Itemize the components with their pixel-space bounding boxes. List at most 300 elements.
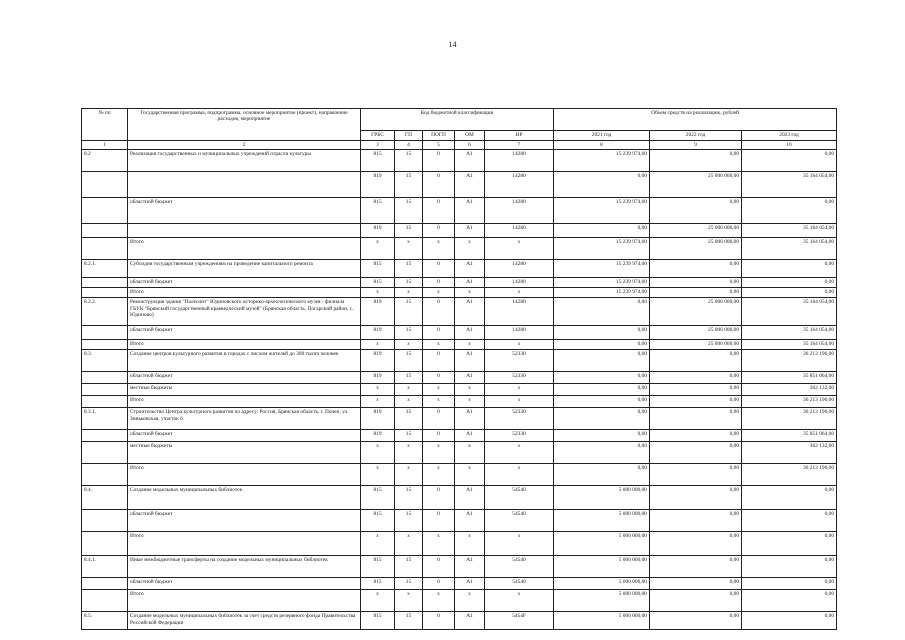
col-number: 9 — [650, 141, 742, 150]
cell-pogp: x — [423, 532, 455, 556]
cell-om: x — [455, 532, 485, 556]
cell-om: x — [455, 340, 485, 350]
cell-2023: 0,00 — [742, 278, 837, 288]
cell-2021: 15 239 974,00 — [554, 238, 650, 260]
row-name: областной бюджет — [128, 510, 361, 532]
header-2022: 2022 год — [650, 131, 742, 141]
cell-gp: x — [395, 532, 423, 556]
row-name: Создание модельных муниципальных библиотек — [128, 486, 361, 510]
cell-pogp: 0 — [423, 326, 455, 340]
row-name: Итого — [128, 340, 361, 350]
cell-2023: 35 164 054,00 — [742, 238, 837, 260]
cell-2023: 0,00 — [742, 612, 837, 630]
cell-2022: 25 000 000,00 — [650, 172, 742, 198]
cell-nr: 14280 — [485, 150, 554, 172]
cell-2021: 5 000 000,00 — [554, 486, 650, 510]
cell-2022: 0,00 — [650, 532, 742, 556]
row-num — [82, 172, 128, 198]
cell-om: A1 — [455, 372, 485, 384]
cell-2022: 0,00 — [650, 408, 742, 430]
cell-gp: x — [395, 288, 423, 298]
cell-grbs: 819 — [361, 298, 395, 326]
table-row — [82, 430, 837, 442]
cell-2023: 0,00 — [742, 578, 837, 590]
cell-grbs: 815 — [361, 510, 395, 532]
header-num: № пп — [82, 109, 128, 141]
table-row — [82, 260, 837, 278]
header-om: ОМ — [455, 131, 485, 141]
cell-gp: 15 — [395, 556, 423, 578]
row-name: Итого — [128, 288, 361, 298]
cell-gp: x — [395, 396, 423, 408]
cell-grbs: x — [361, 288, 395, 298]
cell-2022: 0,00 — [650, 556, 742, 578]
row-name: Итого — [128, 464, 361, 486]
cell-om: A1 — [455, 350, 485, 372]
row-name — [128, 224, 361, 238]
row-num: 8.5. — [82, 612, 128, 630]
cell-gp: 15 — [395, 298, 423, 326]
cell-2022: 0,00 — [650, 590, 742, 612]
row-name: областной бюджет — [128, 198, 361, 224]
row-name: Итого — [128, 396, 361, 408]
cell-gp: 15 — [395, 224, 423, 238]
cell-om: x — [455, 396, 485, 408]
cell-gp: 15 — [395, 612, 423, 630]
cell-gp: x — [395, 340, 423, 350]
cell-2022: 0,00 — [650, 442, 742, 464]
cell-nr: 54540 — [485, 510, 554, 532]
row-num: 8.2.2. — [82, 298, 128, 326]
cell-2021: 5 000 000,00 — [554, 556, 650, 578]
cell-pogp: 0 — [423, 298, 455, 326]
cell-gp: x — [395, 238, 423, 260]
table-row — [82, 486, 837, 510]
cell-gp: 15 — [395, 430, 423, 442]
cell-grbs: 819 — [361, 326, 395, 340]
cell-nr: 52330 — [485, 372, 554, 384]
cell-2022: 0,00 — [650, 278, 742, 288]
header-2023: 2023 год — [742, 131, 837, 141]
cell-gp: 15 — [395, 278, 423, 288]
header-name: Государственная программа, подпрограмма, основное мероприятие (проект), направление расходов, мероприятие — [128, 109, 361, 141]
cell-grbs: 815 — [361, 260, 395, 278]
cell-om: A1 — [455, 510, 485, 532]
cell-nr: x — [485, 532, 554, 556]
cell-nr: x — [485, 340, 554, 350]
cell-om: A1 — [455, 298, 485, 326]
cell-gp: x — [395, 442, 423, 464]
cell-2022: 25 000 000,00 — [650, 224, 742, 238]
cell-2022: 0,00 — [650, 396, 742, 408]
cell-nr: x — [485, 464, 554, 486]
row-name — [128, 172, 361, 198]
col-number: 8 — [554, 141, 650, 150]
cell-pogp: 0 — [423, 430, 455, 442]
cell-2023: 36 213 196,00 — [742, 350, 837, 372]
cell-2022: 0,00 — [650, 198, 742, 224]
header-funds-group: Объем средств на реализацию, рублей — [554, 109, 837, 131]
cell-2022: 0,00 — [650, 612, 742, 630]
cell-gp: 15 — [395, 260, 423, 278]
cell-2021: 0,00 — [554, 172, 650, 198]
row-name: областной бюджет — [128, 278, 361, 288]
cell-pogp: x — [423, 340, 455, 350]
table-row — [82, 288, 837, 298]
cell-grbs: 815 — [361, 278, 395, 288]
cell-om: A1 — [455, 150, 485, 172]
cell-om: x — [455, 288, 485, 298]
table-row — [82, 396, 837, 408]
cell-grbs: 815 — [361, 198, 395, 224]
table-row — [82, 464, 837, 486]
cell-2023: 0,00 — [742, 532, 837, 556]
col-number: 7 — [485, 141, 554, 150]
table-row — [82, 340, 837, 350]
table-row — [82, 238, 837, 260]
cell-2022: 25 000 000,00 — [650, 298, 742, 326]
cell-2021: 15 239 974,00 — [554, 278, 650, 288]
header-grbs: ГРБС — [361, 131, 395, 141]
cell-pogp: x — [423, 464, 455, 486]
cell-pogp: 0 — [423, 150, 455, 172]
cell-2022: 0,00 — [650, 288, 742, 298]
table-body — [82, 150, 837, 630]
cell-grbs: x — [361, 464, 395, 486]
cell-2023: 36 213 196,00 — [742, 396, 837, 408]
cell-nr: 14280 — [485, 326, 554, 340]
cell-2021: 0,00 — [554, 350, 650, 372]
cell-2023: 0,00 — [742, 590, 837, 612]
cell-2021: 15 239 974,00 — [554, 198, 650, 224]
cell-nr: x — [485, 288, 554, 298]
cell-nr: 54540 — [485, 578, 554, 590]
cell-pogp: 0 — [423, 224, 455, 238]
table-row — [82, 150, 837, 172]
table-row — [82, 532, 837, 556]
cell-grbs: 815 — [361, 150, 395, 172]
header-gp: ГП — [395, 131, 423, 141]
cell-om: x — [455, 442, 485, 464]
cell-om: x — [455, 590, 485, 612]
cell-2023: 0,00 — [742, 198, 837, 224]
cell-grbs: 819 — [361, 224, 395, 238]
cell-2022: 0,00 — [650, 260, 742, 278]
table-row — [82, 372, 837, 384]
cell-grbs: x — [361, 396, 395, 408]
cell-grbs: 815 — [361, 486, 395, 510]
row-name: областной бюджет — [128, 430, 361, 442]
cell-2023: 0,00 — [742, 510, 837, 532]
cell-pogp: x — [423, 288, 455, 298]
row-num — [82, 384, 128, 396]
cell-2021: 0,00 — [554, 384, 650, 396]
table-row — [82, 612, 837, 630]
cell-gp: 15 — [395, 486, 423, 510]
row-num — [82, 442, 128, 464]
cell-pogp: 0 — [423, 350, 455, 372]
cell-grbs: x — [361, 532, 395, 556]
cell-om: A1 — [455, 556, 485, 578]
cell-nr: 52330 — [485, 408, 554, 430]
cell-2022: 0,00 — [650, 510, 742, 532]
row-name: Создание модельных муниципальных библиотек за счет средств резервного фонда Правительства Российской Федерации — [128, 612, 361, 630]
col-number: 2 — [128, 141, 361, 150]
table-row — [82, 172, 837, 198]
row-name: Итого — [128, 238, 361, 260]
cell-2021: 15 239 974,00 — [554, 288, 650, 298]
budget-table — [81, 108, 837, 630]
row-num — [82, 532, 128, 556]
cell-2022: 0,00 — [650, 486, 742, 510]
cell-2022: 0,00 — [650, 430, 742, 442]
cell-gp: x — [395, 590, 423, 612]
page-number: 14 — [448, 40, 457, 49]
row-num: 8.3.1. — [82, 408, 128, 430]
cell-2023: 0,00 — [742, 260, 837, 278]
cell-om: A1 — [455, 578, 485, 590]
col-number: 4 — [395, 141, 423, 150]
cell-2021: 15 239 974,00 — [554, 150, 650, 172]
cell-2022: 0,00 — [650, 464, 742, 486]
cell-grbs: 819 — [361, 350, 395, 372]
table-row — [82, 298, 837, 326]
cell-grbs: x — [361, 238, 395, 260]
cell-om: x — [455, 238, 485, 260]
row-name: Реализация государственных и муниципальных учреждений отрасли культуры — [128, 150, 361, 172]
cell-pogp: x — [423, 384, 455, 396]
cell-pogp: x — [423, 590, 455, 612]
cell-pogp: x — [423, 442, 455, 464]
row-num — [82, 198, 128, 224]
cell-pogp: 0 — [423, 612, 455, 630]
cell-2021: 5 000 000,00 — [554, 578, 650, 590]
row-name: Иные межбюджетные трансферты на создание модельных муниципальных библиотек — [128, 556, 361, 578]
cell-2021: 0,00 — [554, 464, 650, 486]
row-num — [82, 372, 128, 384]
header-pogp: ПОГП — [423, 131, 455, 141]
cell-nr: 14280 — [485, 298, 554, 326]
cell-2023: 35 851 064,00 — [742, 430, 837, 442]
col-number: 5 — [423, 141, 455, 150]
cell-pogp: 0 — [423, 260, 455, 278]
row-num — [82, 326, 128, 340]
cell-2021: 0,00 — [554, 408, 650, 430]
cell-gp: 15 — [395, 350, 423, 372]
cell-om: A1 — [455, 326, 485, 340]
table-row — [82, 510, 837, 532]
cell-grbs: x — [361, 340, 395, 350]
cell-grbs: 819 — [361, 408, 395, 430]
cell-om: A1 — [455, 224, 485, 238]
cell-2023: 35 164 054,00 — [742, 172, 837, 198]
row-num — [82, 430, 128, 442]
col-number: 6 — [455, 141, 485, 150]
cell-2023: 36 213 196,00 — [742, 408, 837, 430]
row-name: областной бюджет — [128, 326, 361, 340]
cell-gp: 15 — [395, 408, 423, 430]
header-nr: НР — [485, 131, 554, 141]
cell-2022: 25 000 000,00 — [650, 326, 742, 340]
row-num: 8.3. — [82, 350, 128, 372]
cell-pogp: 0 — [423, 578, 455, 590]
cell-grbs: 819 — [361, 430, 395, 442]
table-row — [82, 326, 837, 340]
table-row — [82, 384, 837, 396]
cell-2023: 36 213 196,00 — [742, 464, 837, 486]
table-row — [82, 408, 837, 430]
cell-pogp: 0 — [423, 486, 455, 510]
cell-grbs: 815 — [361, 578, 395, 590]
cell-om: A1 — [455, 260, 485, 278]
row-name: областной бюджет — [128, 578, 361, 590]
cell-pogp: x — [423, 396, 455, 408]
cell-2022: 0,00 — [650, 350, 742, 372]
cell-grbs: 819 — [361, 372, 395, 384]
cell-grbs: 815 — [361, 612, 395, 630]
cell-gp: 15 — [395, 326, 423, 340]
cell-nr: 14280 — [485, 224, 554, 238]
cell-nr: 52330 — [485, 430, 554, 442]
cell-2021: 5 000 000,00 — [554, 532, 650, 556]
row-num: 8.2 — [82, 150, 128, 172]
table-row — [82, 224, 837, 238]
cell-nr: 14280 — [485, 172, 554, 198]
cell-2023: 35 164 054,00 — [742, 298, 837, 326]
cell-2022: 0,00 — [650, 372, 742, 384]
cell-nr: 52330 — [485, 350, 554, 372]
row-name: местные бюджеты — [128, 442, 361, 464]
cell-2023: 35 164 054,00 — [742, 326, 837, 340]
row-name: Строительство Центра культурного развития по адресу: Россия, Брянская область, г. Почеп, ул. Зиньковская, участок 6 — [128, 408, 361, 430]
cell-nr: x — [485, 384, 554, 396]
cell-2022: 0,00 — [650, 384, 742, 396]
cell-om: A1 — [455, 198, 485, 224]
cell-2022: 0,00 — [650, 150, 742, 172]
cell-gp: x — [395, 464, 423, 486]
cell-gp: 15 — [395, 198, 423, 224]
row-num — [82, 224, 128, 238]
cell-grbs: 815 — [361, 556, 395, 578]
cell-nr: 5454F — [485, 612, 554, 630]
table-row — [82, 556, 837, 578]
cell-2023: 35 164 054,00 — [742, 340, 837, 350]
row-name: Создание центров культурного развития в городах с числом жителей до 300 тысяч человек — [128, 350, 361, 372]
cell-gp: 15 — [395, 510, 423, 532]
table-row — [82, 442, 837, 464]
cell-2021: 5 000 000,00 — [554, 612, 650, 630]
row-name: местные бюджеты — [128, 384, 361, 396]
header-2021: 2021 год — [554, 131, 650, 141]
cell-2023: 0,00 — [742, 288, 837, 298]
row-num — [82, 464, 128, 486]
cell-2021: 5 000 000,00 — [554, 590, 650, 612]
cell-2021: 0,00 — [554, 340, 650, 350]
cell-2023: 0,00 — [742, 556, 837, 578]
cell-2023: 362 132,00 — [742, 384, 837, 396]
table-row — [82, 590, 837, 612]
cell-pogp: 0 — [423, 172, 455, 198]
row-num — [82, 396, 128, 408]
cell-2023: 0,00 — [742, 486, 837, 510]
cell-2022: 0,00 — [650, 578, 742, 590]
row-num: 8.4. — [82, 486, 128, 510]
cell-om: A1 — [455, 172, 485, 198]
cell-2021: 0,00 — [554, 442, 650, 464]
cell-nr: x — [485, 396, 554, 408]
cell-nr: x — [485, 590, 554, 612]
row-num: 8.2.1. — [82, 260, 128, 278]
cell-2023: 35 851 064,00 — [742, 372, 837, 384]
cell-2023: 362 132,00 — [742, 442, 837, 464]
cell-pogp: 0 — [423, 408, 455, 430]
cell-2023: 0,00 — [742, 150, 837, 172]
cell-om: A1 — [455, 612, 485, 630]
cell-nr: 14280 — [485, 198, 554, 224]
cell-pogp: 0 — [423, 510, 455, 532]
row-num — [82, 578, 128, 590]
row-num — [82, 238, 128, 260]
cell-gp: 15 — [395, 578, 423, 590]
table-row — [82, 350, 837, 372]
cell-2021: 0,00 — [554, 224, 650, 238]
cell-gp: x — [395, 384, 423, 396]
row-num — [82, 340, 128, 350]
cell-grbs: x — [361, 590, 395, 612]
row-name: областной бюджет — [128, 372, 361, 384]
cell-grbs: x — [361, 384, 395, 396]
row-name: Реконструкция здания "Палеолит" Юдиновского историко-археологического музея - филиала ГБУК "Брянский государственный краеведческий музей" (Брянская область, Погарский район, с. Юдиново) — [128, 298, 361, 326]
cell-pogp: 0 — [423, 278, 455, 288]
row-name: Итого — [128, 532, 361, 556]
row-name: Итого — [128, 590, 361, 612]
cell-om: x — [455, 464, 485, 486]
col-number: 3 — [361, 141, 395, 150]
cell-gp: 15 — [395, 172, 423, 198]
cell-2021: 0,00 — [554, 298, 650, 326]
table-row — [82, 198, 837, 224]
col-number: 10 — [742, 141, 837, 150]
cell-2021: 0,00 — [554, 396, 650, 408]
cell-om: A1 — [455, 278, 485, 288]
cell-nr: 14280 — [485, 260, 554, 278]
cell-2021: 5 000 000,00 — [554, 510, 650, 532]
cell-nr: 54540 — [485, 486, 554, 510]
cell-gp: 15 — [395, 150, 423, 172]
cell-pogp: x — [423, 238, 455, 260]
row-num — [82, 590, 128, 612]
cell-nr: x — [485, 238, 554, 260]
row-num: 8.4.1. — [82, 556, 128, 578]
row-num — [82, 510, 128, 532]
cell-2023: 35 164 054,00 — [742, 224, 837, 238]
table-row — [82, 578, 837, 590]
cell-pogp: 0 — [423, 198, 455, 224]
cell-2022: 25 000 000,00 — [650, 238, 742, 260]
row-name: Субсидия государственным учреждениям на проведение капитального ремонта — [128, 260, 361, 278]
cell-grbs: 819 — [361, 172, 395, 198]
cell-om: x — [455, 384, 485, 396]
cell-nr: 54540 — [485, 556, 554, 578]
cell-nr: x — [485, 442, 554, 464]
cell-2021: 0,00 — [554, 372, 650, 384]
cell-2022: 25 000 000,00 — [650, 340, 742, 350]
cell-nr: 14280 — [485, 278, 554, 288]
cell-2021: 0,00 — [554, 326, 650, 340]
row-num — [82, 288, 128, 298]
table-row — [82, 278, 837, 288]
table-header — [82, 109, 837, 150]
